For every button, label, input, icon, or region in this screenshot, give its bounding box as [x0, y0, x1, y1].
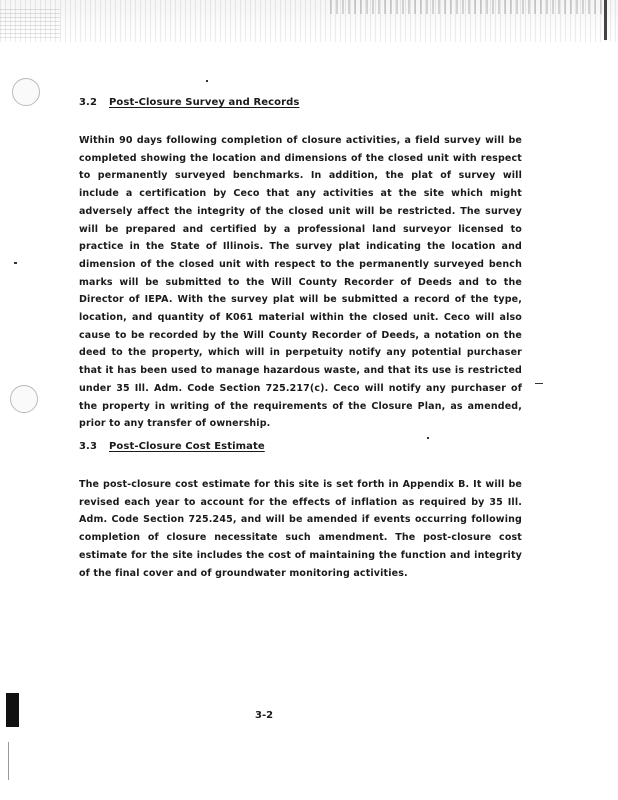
punch-hole	[12, 78, 40, 106]
section-title: Post-Closure Survey and Records	[109, 97, 300, 108]
binder-tab-mark	[6, 693, 19, 727]
scan-speck	[535, 383, 543, 384]
scan-speck	[14, 262, 17, 264]
section-heading	[79, 97, 299, 108]
section-number: 3.3	[79, 441, 98, 452]
scan-speck	[427, 437, 429, 439]
page-number: 3-2	[255, 710, 274, 721]
section-body: Within 90 days following completion of closure activities, a field survey will be completed showing the location and dimensions of the closed unit with respect to permanently surveyed benchmarks. In addition, the plat of survey will include a certification by Ceco that any activities at the site which might adversely affect the integrity of the closed unit will be restricted. The survey will be prepared and certified by a professional land surveyor licensed to practice in the State of Illinois. The survey plat indicating the location and dimension of the closed unit with respect to the permanently surveyed bench marks will be submitted to the Will County Recorder of Deeds and to the Director of IEPA. With the survey plat will be submitted a record of the type, location, and quantity of K061 material within the closed unit. Ceco will also cause to be recorded by the Will County Recorder of Deeds, a notation on the deed to the property, which will in perpetuity notify any potential purchaser that it has been used to manage hazardous waste, and that its use is restricted under 35 Ill. Adm. Code Section 725.217(c). Ceco will notify any purchaser of the property in writing of the requirements of the Closure Plan, as amended, prior to any transfer of ownership.	[79, 135, 522, 430]
scan-noise-top-right	[330, 0, 605, 14]
section-body: The post-closure cost estimate for this site is set forth in Appendix B. It will be revised each year to account for the effects of inflation as required by 35 Ill. Adm. Code Section 725.245, and will be amended if events occurring following completion of closure necessitate such amendment. The post-closure cost estimate for the site includes the cost of maintaining the function and integrity of the final cover and of groundwater monitoring activities.	[79, 479, 522, 579]
section-number: 3.2	[79, 97, 98, 108]
section-heading	[79, 441, 265, 452]
margin-line	[8, 742, 9, 780]
punch-hole	[10, 385, 38, 413]
scan-noise-top-left	[0, 6, 60, 38]
scan-edge-mark	[604, 0, 607, 40]
section-title: Post-Closure Cost Estimate	[109, 441, 265, 452]
scan-speck	[206, 80, 208, 82]
